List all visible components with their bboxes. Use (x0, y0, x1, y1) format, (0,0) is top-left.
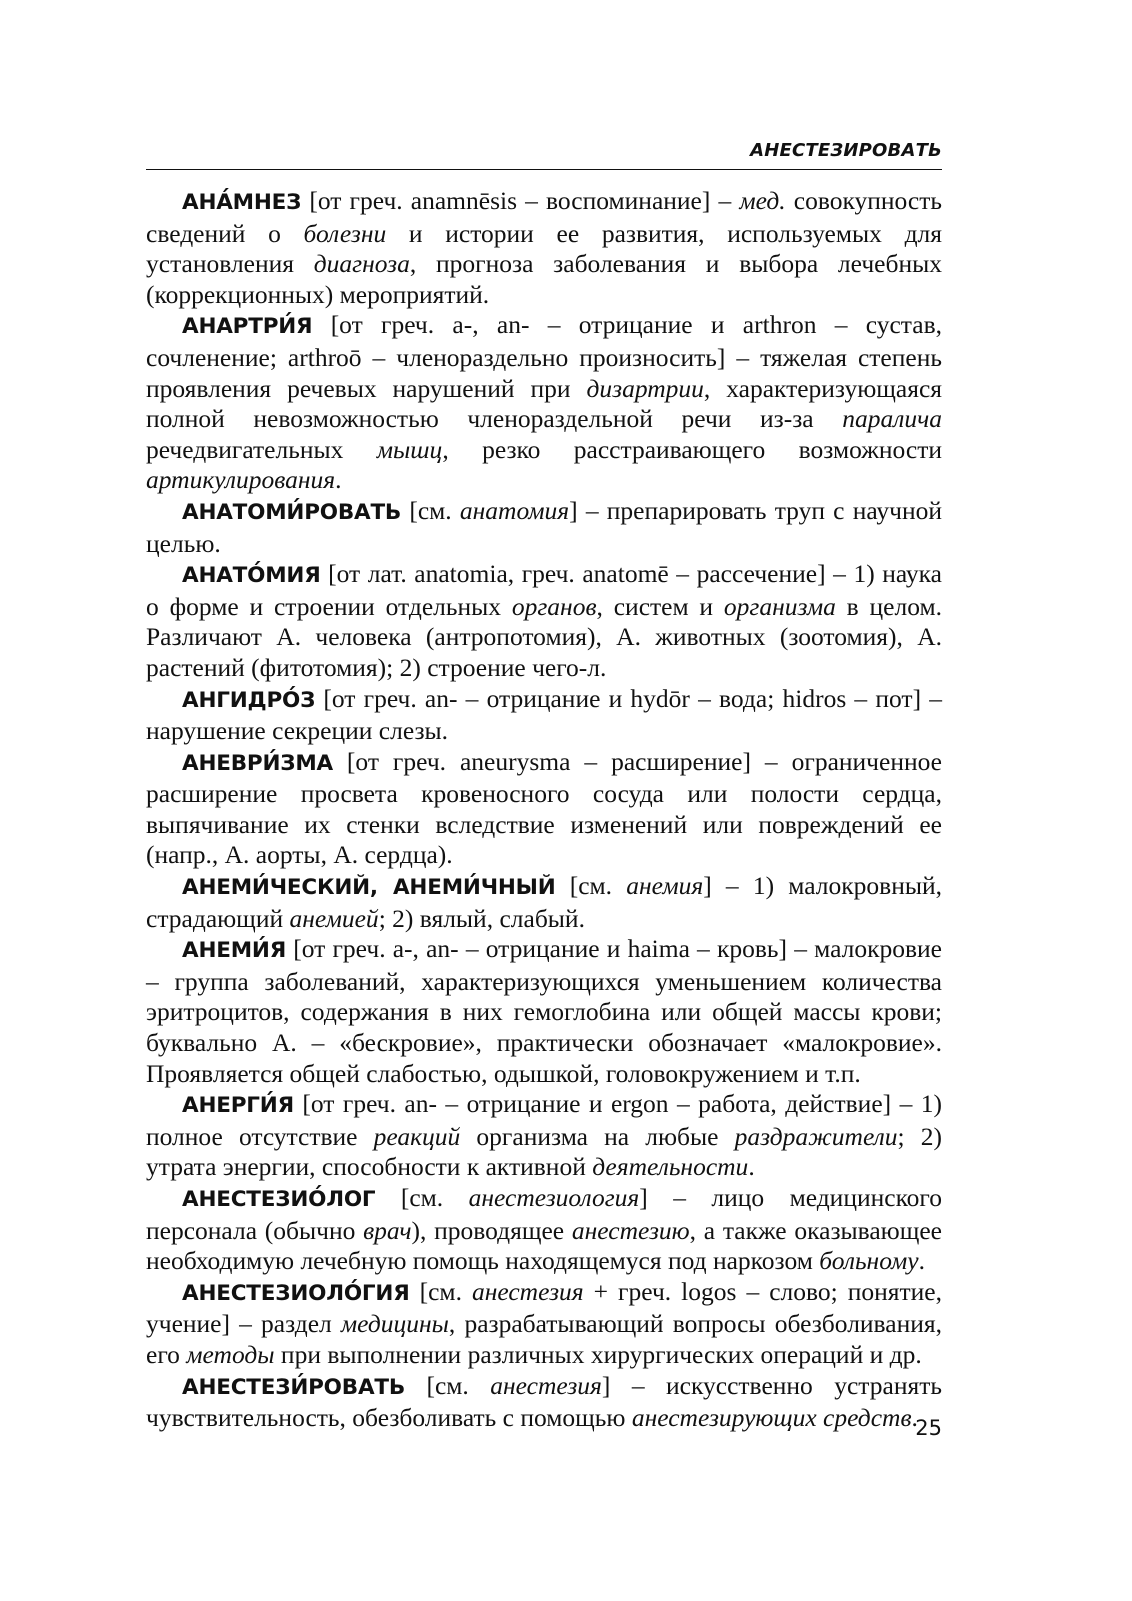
entry-text: [см. (375, 1183, 469, 1212)
dictionary-entries (146, 186, 942, 1434)
entry-text: [см. (405, 1370, 491, 1400)
entry-italic-text: артикулирования (146, 465, 336, 495)
entry-text: [от греч. anamnēsis – воспоминание] – (301, 186, 740, 215)
entry-text: . (918, 1246, 925, 1276)
entry-text: организма на любые (460, 1121, 735, 1151)
entry-text: [от греч. aneurysma – расширение] – ограниченное расширение просвета кровеносного сосуда или полости сердца, выпячивание их стенки вследствие изменений или повреждений ее (напр., А. аорты, А. сердца). (146, 746, 942, 870)
entry-term: АНЕВРИ́ЗМА (182, 750, 333, 776)
entry-term: АНАТО́МИЯ (182, 563, 321, 589)
entry-italic-text: раздражители (734, 1121, 898, 1151)
entry-text: в целом. Различают А. человека (антропотомия), А. животных (зоотомия), А. растений (фитотомия); 2) строение чего-л. (146, 591, 942, 682)
entry-text: [см. (409, 1276, 472, 1306)
running-head: АНЕСТЕЗИРОВАТЬ (750, 140, 942, 161)
entry-text: , характеризующаяся полной невозможностью членораздельной речи из-за (146, 373, 942, 434)
entry-italic-text: больному (819, 1246, 919, 1276)
dictionary-entry (146, 1089, 942, 1183)
dictionary-entry (146, 747, 942, 871)
dictionary-entry (146, 934, 942, 1089)
entry-text: ), проводящее (411, 1215, 572, 1245)
dictionary-entry (146, 186, 942, 310)
dictionary-entry (146, 559, 942, 683)
entry-text: совокупность сведений о (146, 186, 942, 248)
entry-italic-text: реакций (373, 1121, 461, 1151)
entry-term: АНЕМИ́Я (182, 938, 287, 964)
entry-text: [от греч. а-, an- – отрицание и arthron – сустав, сочленение; arthroō – членораздельно произносить] – тяжелая степень проявления речевых нарушений при (146, 310, 942, 403)
entry-term: АНЕРГИ́Я (182, 1093, 294, 1119)
entry-italic-text: методы (186, 1339, 275, 1369)
entry-text: [от греч. а-, an- – отрицание и haima – кровь] – малокровие – группа заболеваний, характеризующихся уменьшением количества эритроцитов, содержания в них гемоглобина или общей массы крови; буквально А. – «бескровие», практически обозначает «малокровие». Проявляется общей слабостью, одышкой, головокружением и т.п. (146, 934, 942, 1088)
entry-term: АНАТОМИ́РОВАТЬ (182, 499, 402, 525)
entry-text: . (911, 1403, 918, 1433)
entry-italic-text: анестезирующих средств (631, 1403, 912, 1433)
entry-term: АНЕСТЕЗИО́ЛОГ (182, 1187, 376, 1212)
entry-term: АНГИДРО́З (182, 687, 316, 713)
entry-text: речедвигательных (146, 434, 377, 464)
entry-italic-text: болезни (303, 218, 387, 248)
entry-text: ] – 1) малокровный, страдающий (146, 871, 942, 933)
entry-italic-text: организма (723, 591, 836, 621)
entry-italic-text: медицины (340, 1309, 449, 1339)
entry-term: АНЕСТЕЗИОЛО́ГИЯ (182, 1280, 410, 1306)
entry-italic-text: анестезию (571, 1215, 690, 1245)
entry-text: + греч. logos – слово; понятие, учение] – раздел (146, 1276, 942, 1339)
entry-text: . (335, 465, 342, 495)
entry-term: АНЕСТЕЗИ́РОВАТЬ (182, 1374, 406, 1400)
entry-term: АНАРТРИ́Я (182, 314, 313, 340)
dictionary-entry (146, 1183, 942, 1277)
dictionary-entry (146, 871, 942, 934)
entry-text: ] – лицо медицинского персонала (обычно (146, 1183, 942, 1245)
entry-text: при выполнении различных хирургических операций и др. (274, 1339, 922, 1369)
entry-italic-text: анестезия (471, 1276, 584, 1306)
entry-text: , а также оказывающее необходимую лечебную помощь находящемуся под наркозом (146, 1215, 942, 1276)
header-rule (146, 169, 942, 170)
entry-text: [от греч. an- – отрицание и ergon – работа, действие] – 1) полное отсутствие (146, 1089, 942, 1151)
entry-italic-text: мышц (376, 434, 443, 464)
entry-text: ; 2) утрата энергии, способности к активной (146, 1121, 942, 1182)
page-number: 25 (915, 1416, 942, 1440)
entry-italic-text: диагноза (313, 249, 410, 279)
entry-italic-text: деятельности (592, 1152, 749, 1182)
dictionary-entry (146, 310, 942, 496)
entry-italic-text: анестезия (490, 1370, 602, 1400)
entry-text: , разрабатывающий вопросы обезболивания, его (146, 1309, 942, 1369)
dictionary-entry (146, 684, 942, 747)
entry-term: АНА́МНЕЗ (182, 190, 302, 215)
entry-italic-text: органов (511, 591, 597, 621)
entry-italic-text: анатомия (459, 495, 570, 525)
entry-text: . (748, 1152, 755, 1182)
dictionary-entry (146, 496, 942, 559)
entry-text: [от лат. anatomia, греч. anatomē – рассечение] – 1) наука о форме и строении отдельных (146, 559, 942, 621)
entry-italic-text: мед. (739, 186, 786, 215)
entry-text: [см. (401, 495, 460, 525)
entry-text: , резко расстраивающего возможности (442, 434, 942, 464)
entry-text: [от греч. an- – отрицание и hydōr – вода; hidros – пот] – нарушение секреции слезы. (146, 683, 942, 746)
entry-text: и истории ее развития, используемых для установления (146, 218, 942, 279)
entry-italic-text: врач (363, 1215, 412, 1245)
entry-text: , прогноза заболевания и выбора лечебных (коррекционных) мероприятий. (146, 249, 942, 309)
entry-text: , систем и (596, 591, 724, 621)
entry-text: ; 2) вялый, слабый. (378, 903, 585, 933)
entry-italic-text: анемия (626, 871, 704, 901)
entry-text: ] – искусственно устранять чувствительность, обезболивать с помощью (146, 1370, 942, 1433)
entry-italic-text: анестезиология (468, 1183, 640, 1212)
entry-italic-text: анемией (289, 903, 379, 933)
entry-term: АНЕМИ́ЧЕСКИЙ, АНЕМИ́ЧНЫЙ (182, 875, 556, 901)
entry-text: ] – препарировать труп с научной целью. (146, 495, 942, 558)
entry-text: [см. (555, 871, 627, 901)
dictionary-entry (146, 1277, 942, 1371)
entry-italic-text: паралича (842, 404, 942, 434)
entry-italic-text: дизартрии (586, 373, 704, 403)
